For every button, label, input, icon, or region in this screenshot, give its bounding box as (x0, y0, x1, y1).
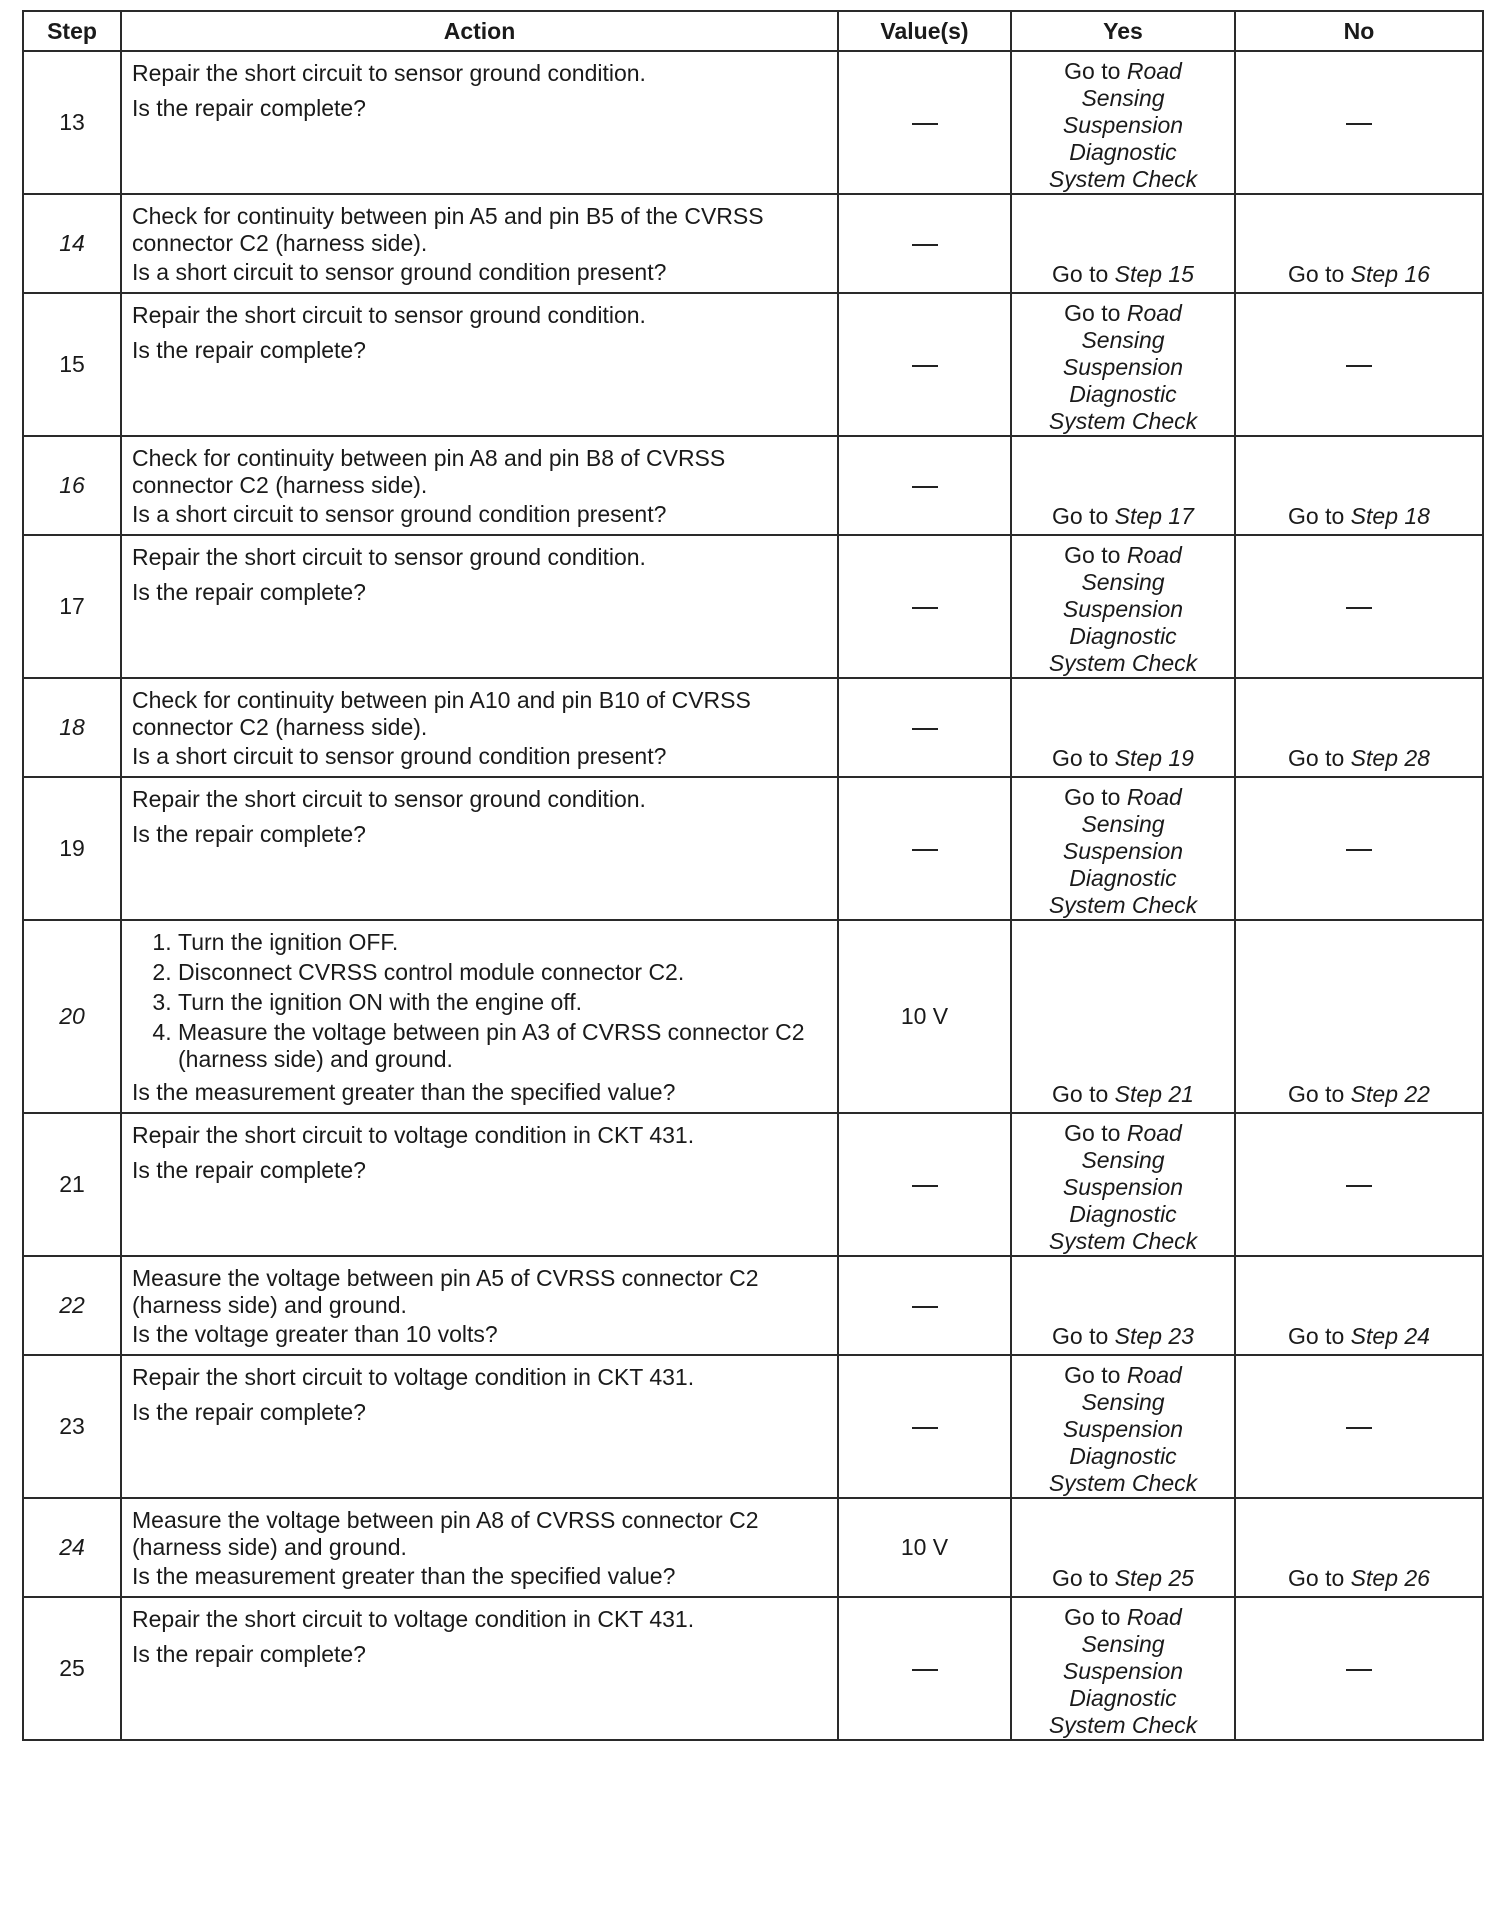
value-cell (838, 1113, 1011, 1256)
goto-prefix: Go to (1288, 1565, 1351, 1591)
goto-prefix: Go to (1052, 1565, 1115, 1591)
no-cell (1235, 1355, 1483, 1498)
goto-prefix: Go to (1064, 1120, 1127, 1146)
action-question: Is the measurement greater than the specified value? (132, 1079, 676, 1105)
table-row (23, 1498, 1483, 1597)
yes-line (1012, 542, 1234, 569)
step-number: 17 (23, 535, 121, 678)
action-cell (121, 678, 838, 777)
table-row (23, 535, 1483, 678)
action-question: Is a short circuit to sensor ground condition present? (132, 743, 667, 769)
action-question: Is the voltage greater than 10 volts? (132, 1321, 498, 1347)
goto-target: Step 28 (1350, 745, 1430, 771)
goto-target: Step 17 (1114, 503, 1194, 529)
goto-prefix: Go to (1064, 1362, 1127, 1388)
action-question: Is a short circuit to sensor ground condition present? (132, 501, 667, 527)
goto-target: System Check (1048, 408, 1198, 434)
value-cell (838, 436, 1011, 535)
header-yes: Yes (1011, 11, 1235, 51)
no-cell (1235, 1256, 1483, 1355)
action-question: Is the repair complete? (132, 1399, 366, 1425)
step-number: 13 (23, 51, 121, 194)
action-cell (121, 1113, 838, 1256)
action-step-item: 1. Turn the ignition OFF. (178, 929, 827, 956)
action-cell (121, 1597, 838, 1740)
goto-target: Road (1126, 58, 1182, 84)
yes-cell (1011, 1355, 1235, 1498)
goto-prefix: Go to (1064, 542, 1127, 568)
goto-target: Road (1126, 1362, 1182, 1388)
goto-target: System Check (1048, 1712, 1198, 1738)
goto-prefix: Go to (1064, 300, 1127, 326)
action-text: Repair the short circuit to sensor ground condition. (132, 786, 646, 812)
yes-cell (1011, 920, 1235, 1113)
no-cell (1235, 1113, 1483, 1256)
goto-target: Diagnostic (1069, 1201, 1177, 1227)
action-question: Is the measurement greater than the specified value? (132, 1563, 676, 1589)
action-cell (121, 920, 838, 1113)
action-text: Measure the voltage between pin A8 of CVRSS connector C2 (harness side) and ground. (132, 1507, 759, 1560)
action-text: Measure the voltage between pin A5 of CVRSS connector C2 (harness side) and ground. (132, 1265, 759, 1318)
step-number: 24 (23, 1498, 121, 1597)
goto-target: Road (1126, 1604, 1182, 1630)
no-cell (1235, 51, 1483, 194)
goto-prefix: Go to (1064, 784, 1127, 810)
goto-target: Suspension (1062, 1658, 1184, 1684)
goto-target: Step 23 (1114, 1323, 1194, 1349)
yes-line (1012, 300, 1234, 327)
yes-cell (1011, 293, 1235, 436)
action-question: Is the repair complete? (132, 821, 366, 847)
em-dash (1346, 849, 1372, 851)
action-cell (121, 1256, 838, 1355)
goto-prefix: Go to (1052, 1323, 1115, 1349)
goto-target: Step 26 (1350, 1565, 1430, 1591)
diagnostic-table (22, 10, 1484, 1741)
em-dash (1346, 123, 1372, 125)
action-question: Is the repair complete? (132, 1641, 366, 1667)
step-number: 25 (23, 1597, 121, 1740)
action-text: Repair the short circuit to voltage condition in CKT 431. (132, 1122, 695, 1148)
action-question: Is the repair complete? (132, 1157, 366, 1183)
goto-target: Diagnostic (1069, 865, 1177, 891)
action-cell (121, 1498, 838, 1597)
em-dash (1346, 1669, 1372, 1671)
em-dash (912, 365, 938, 367)
yes-cell (1011, 194, 1235, 293)
em-dash (1346, 1427, 1372, 1429)
action-text: Check for continuity between pin A5 and pin B5 of the CVRSS connector C2 (harness side). (132, 203, 764, 256)
goto-target: Sensing (1081, 327, 1165, 353)
header-values: Value(s) (838, 11, 1011, 51)
no-cell (1235, 1597, 1483, 1740)
yes-cell (1011, 535, 1235, 678)
action-question: Is the repair complete? (132, 579, 366, 605)
em-dash (912, 1427, 938, 1429)
action-question: Is a short circuit to sensor ground condition present? (132, 259, 667, 285)
goto-target: Diagnostic (1069, 139, 1177, 165)
table-body (23, 51, 1483, 1740)
value-cell (838, 293, 1011, 436)
yes-line (1012, 58, 1234, 85)
goto-target: Step 15 (1114, 261, 1194, 287)
yes-cell (1011, 1256, 1235, 1355)
goto-prefix: Go to (1288, 261, 1351, 287)
yes-cell (1011, 436, 1235, 535)
value-cell (838, 535, 1011, 678)
goto-target: Step 21 (1114, 1081, 1194, 1107)
goto-prefix: Go to (1052, 1081, 1115, 1107)
action-cell (121, 51, 838, 194)
yes-cell (1011, 678, 1235, 777)
step-number: 21 (23, 1113, 121, 1256)
step-number: 16 (23, 436, 121, 535)
no-cell (1235, 1498, 1483, 1597)
action-text: Repair the short circuit to sensor ground condition. (132, 544, 646, 570)
action-question: Is the repair complete? (132, 95, 366, 121)
step-number: 15 (23, 293, 121, 436)
goto-target: Road (1126, 1120, 1182, 1146)
table-row (23, 1113, 1483, 1256)
value-cell (838, 1597, 1011, 1740)
no-cell (1235, 293, 1483, 436)
step-number: 19 (23, 777, 121, 920)
action-text: Repair the short circuit to sensor ground condition. (132, 302, 646, 328)
action-cell (121, 535, 838, 678)
header-action: Action (121, 11, 838, 51)
em-dash (912, 486, 938, 488)
action-step-item: 3. Turn the ignition ON with the engine off. (178, 989, 827, 1016)
yes-line (1012, 1604, 1234, 1631)
em-dash (912, 1185, 938, 1187)
yes-line (1012, 784, 1234, 811)
goto-target: Sensing (1081, 85, 1165, 111)
goto-target: Sensing (1081, 811, 1165, 837)
action-text: Repair the short circuit to voltage condition in CKT 431. (132, 1606, 695, 1632)
goto-prefix: Go to (1288, 745, 1351, 771)
goto-target: System Check (1048, 650, 1198, 676)
step-number: 22 (23, 1256, 121, 1355)
table-row (23, 293, 1483, 436)
goto-target: Diagnostic (1069, 381, 1177, 407)
yes-cell (1011, 51, 1235, 194)
action-cell (121, 777, 838, 920)
goto-target: Suspension (1062, 838, 1184, 864)
value-cell: 10 V (838, 1498, 1011, 1597)
goto-target: System Check (1048, 892, 1198, 918)
no-cell (1235, 920, 1483, 1113)
goto-target: Suspension (1062, 1416, 1184, 1442)
goto-target: Suspension (1062, 354, 1184, 380)
value-cell (838, 194, 1011, 293)
em-dash (912, 607, 938, 609)
yes-cell (1011, 1113, 1235, 1256)
table-row (23, 920, 1483, 1113)
yes-cell (1011, 1597, 1235, 1740)
step-number: 18 (23, 678, 121, 777)
em-dash (1346, 607, 1372, 609)
action-cell (121, 1355, 838, 1498)
action-text: Repair the short circuit to voltage condition in CKT 431. (132, 1364, 695, 1390)
table-row (23, 436, 1483, 535)
header-step: Step (23, 11, 121, 51)
goto-prefix: Go to (1288, 1081, 1351, 1107)
goto-target: Road (1126, 300, 1182, 326)
value-cell (838, 1355, 1011, 1498)
step-number: 23 (23, 1355, 121, 1498)
goto-target: System Check (1048, 166, 1198, 192)
no-cell (1235, 678, 1483, 777)
no-cell (1235, 194, 1483, 293)
goto-prefix: Go to (1064, 58, 1127, 84)
em-dash (912, 123, 938, 125)
table-row (23, 1256, 1483, 1355)
table-row (23, 194, 1483, 293)
table-row (23, 678, 1483, 777)
yes-line (1012, 1120, 1234, 1147)
em-dash (1346, 1185, 1372, 1187)
goto-target: Suspension (1062, 1174, 1184, 1200)
goto-target: Step 18 (1350, 503, 1430, 529)
yes-line (1012, 1362, 1234, 1389)
goto-target: Diagnostic (1069, 1685, 1177, 1711)
em-dash (912, 244, 938, 246)
action-text: Repair the short circuit to sensor ground condition. (132, 60, 646, 86)
value-cell (838, 678, 1011, 777)
goto-target: Road (1126, 784, 1182, 810)
step-number: 14 (23, 194, 121, 293)
em-dash (912, 849, 938, 851)
action-cell (121, 293, 838, 436)
no-cell (1235, 777, 1483, 920)
goto-prefix: Go to (1288, 503, 1351, 529)
goto-target: Step 22 (1350, 1081, 1430, 1107)
table-row (23, 1597, 1483, 1740)
goto-target: Step 19 (1114, 745, 1194, 771)
table-header-row (23, 11, 1483, 51)
table-row (23, 1355, 1483, 1498)
goto-prefix: Go to (1288, 1323, 1351, 1349)
goto-target: Sensing (1081, 1389, 1165, 1415)
goto-target: Suspension (1062, 596, 1184, 622)
goto-target: Sensing (1081, 569, 1165, 595)
action-text: Check for continuity between pin A10 and pin B10 of CVRSS connector C2 (harness side). (132, 687, 751, 740)
goto-prefix: Go to (1064, 1604, 1127, 1630)
no-cell (1235, 535, 1483, 678)
em-dash (912, 1669, 938, 1671)
goto-target: System Check (1048, 1470, 1198, 1496)
em-dash (912, 728, 938, 730)
goto-target: Diagnostic (1069, 623, 1177, 649)
goto-prefix: Go to (1052, 261, 1115, 287)
table-row (23, 51, 1483, 194)
yes-cell (1011, 777, 1235, 920)
goto-prefix: Go to (1052, 745, 1115, 771)
action-text: Check for continuity between pin A8 and pin B8 of CVRSS connector C2 (harness side). (132, 445, 726, 498)
goto-target: Sensing (1081, 1631, 1165, 1657)
goto-target: Road (1126, 542, 1182, 568)
goto-target: Step 24 (1350, 1323, 1430, 1349)
value-cell (838, 51, 1011, 194)
no-cell (1235, 436, 1483, 535)
action-cell (121, 436, 838, 535)
action-step-item: 2. Disconnect CVRSS control module connector C2. (178, 959, 827, 986)
goto-target: System Check (1048, 1228, 1198, 1254)
action-step-item: 4. Measure the voltage between pin A3 of CVRSS connector C2 (harness side) and ground. (178, 1019, 827, 1073)
value-cell: 10 V (838, 920, 1011, 1113)
table-row (23, 777, 1483, 920)
goto-target: Suspension (1062, 112, 1184, 138)
goto-target: Diagnostic (1069, 1443, 1177, 1469)
goto-target: Step 16 (1350, 261, 1430, 287)
em-dash (912, 1306, 938, 1308)
value-cell (838, 777, 1011, 920)
header-no: No (1235, 11, 1483, 51)
goto-prefix: Go to (1052, 503, 1115, 529)
goto-target: Sensing (1081, 1147, 1165, 1173)
goto-target: Step 25 (1114, 1565, 1194, 1591)
yes-cell (1011, 1498, 1235, 1597)
action-step-list (132, 929, 827, 1073)
action-question: Is the repair complete? (132, 337, 366, 363)
step-number: 20 (23, 920, 121, 1113)
action-cell (121, 194, 838, 293)
diagnostic-table-page (22, 10, 1482, 1741)
em-dash (1346, 365, 1372, 367)
value-cell (838, 1256, 1011, 1355)
